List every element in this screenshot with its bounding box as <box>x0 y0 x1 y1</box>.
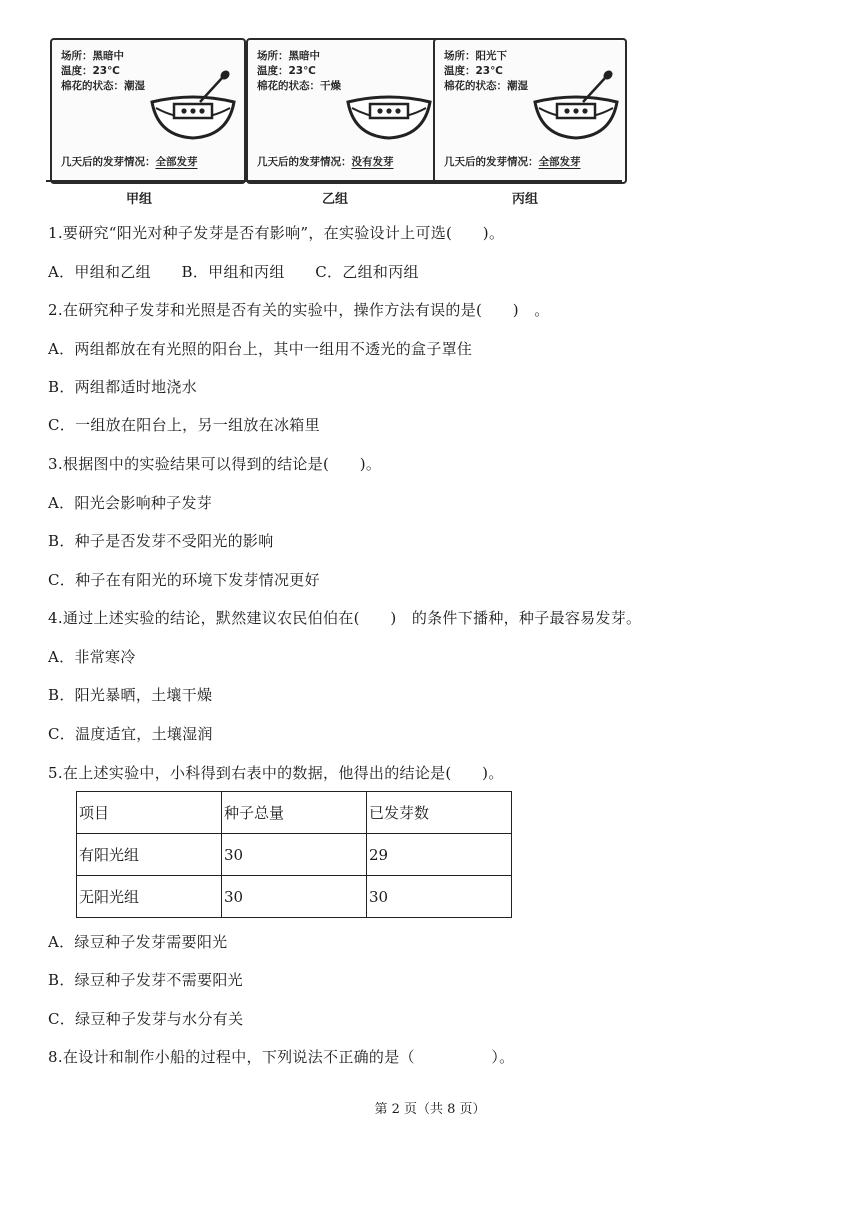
table-header-cell: 已发芽数 <box>367 792 512 834</box>
panel-group-yi <box>246 38 442 184</box>
group-label: 丙组 <box>512 192 539 207</box>
panel-result <box>444 154 581 169</box>
temp-label: 温度： <box>61 65 93 77</box>
question-4-option-a: A．非常寒冷 <box>48 648 136 666</box>
temp-value: 23℃ <box>288 65 316 77</box>
group-label: 乙组 <box>322 192 349 207</box>
temp-label: 温度： <box>444 65 476 77</box>
question-3-option-b: B．种子是否发芽不受阳光的影响 <box>48 532 274 550</box>
cotton-value: 潮湿 <box>124 80 145 92</box>
question-5-option-c: C．绿豆种子发芽与水分有关 <box>48 1010 244 1028</box>
result-value: 全部发芽 <box>538 156 581 168</box>
place-value: 阳光下 <box>475 50 507 62</box>
temp-value: 23℃ <box>475 65 503 77</box>
panel-group-jia <box>50 38 246 184</box>
question-8-stem: 8.在设计和制作小船的过程中，下列说法不正确的是（ ）。 <box>48 1048 515 1066</box>
panel-result <box>61 154 198 169</box>
question-4-option-b: B．阳光暴晒，土壤干燥 <box>48 686 213 704</box>
table-cell: 无阳光组 <box>77 876 222 918</box>
panel-info <box>61 49 145 94</box>
question-2-stem: 2.在研究种子发芽和光照是否有关的实验中，操作方法有误的是( ) 。 <box>48 301 550 319</box>
cotton-label: 棉花的状态： <box>61 80 124 92</box>
panel-group-bing <box>433 38 627 184</box>
question-3-option-a: A．阳光会影响种子发芽 <box>48 494 213 512</box>
cotton-value: 干燥 <box>320 80 341 92</box>
place-label: 场所： <box>444 50 476 62</box>
bowl-dropper-icon <box>148 68 238 144</box>
table-cell: 有阳光组 <box>77 834 222 876</box>
place-value: 黑暗中 <box>92 50 124 62</box>
table-row <box>77 876 512 918</box>
figure-baseline <box>46 180 622 182</box>
table-cell: 30 <box>367 876 512 918</box>
question-4-option-c: C．温度适宜，土壤湿润 <box>48 725 213 743</box>
bowl-dropper-icon <box>531 68 621 144</box>
result-value: 全部发芽 <box>155 156 198 168</box>
table-header-cell: 种子总量 <box>222 792 367 834</box>
panel-result <box>257 154 394 169</box>
place-value: 黑暗中 <box>288 50 320 62</box>
place-label: 场所： <box>61 50 93 62</box>
table-header-row <box>77 792 512 834</box>
result-label: 几天后的发芽情况： <box>61 156 156 168</box>
question-5-option-b: B．绿豆种子发芽不需要阳光 <box>48 971 243 989</box>
question-5-option-a: A．绿豆种子发芽需要阳光 <box>48 933 228 951</box>
panel-info <box>444 49 528 94</box>
question-1-stem: 1.要研究“阳光对种子发芽是否有影响”，在实验设计上可选( )。 <box>48 224 505 242</box>
question-2-option-c: C．一组放在阳台上，另一组放在冰箱里 <box>48 416 320 434</box>
page-footer: 第 2 页（共 8 页） <box>374 1102 486 1117</box>
group-label: 甲组 <box>126 192 153 207</box>
germination-table <box>76 791 512 918</box>
result-label: 几天后的发芽情况： <box>257 156 352 168</box>
panel-info <box>257 49 341 94</box>
result-value: 没有发芽 <box>351 156 394 168</box>
cotton-label: 棉花的状态： <box>257 80 320 92</box>
question-4-stem: 4.通过上述实验的结论，默然建议农民伯伯在( ) 的条件下播种，种子最容易发芽。 <box>48 609 642 627</box>
table-header-cell: 项目 <box>77 792 222 834</box>
bowl-dropper-icon <box>344 68 434 144</box>
question-3-stem: 3.根据图中的实验结果可以得到的结论是( )。 <box>48 455 382 473</box>
question-5-stem: 5.在上述实验中，小科得到右表中的数据，他得出的结论是( )。 <box>48 764 504 782</box>
cotton-label: 棉花的状态： <box>444 80 507 92</box>
table-cell: 29 <box>367 834 512 876</box>
temp-value: 23℃ <box>92 65 120 77</box>
question-2-option-a: A．两组都放在有光照的阳台上，其中一组用不透光的盒子罩住 <box>48 340 473 358</box>
cotton-value: 潮湿 <box>507 80 528 92</box>
question-1-options: A．甲组和乙组 B．甲组和丙组 C．乙组和丙组 <box>48 263 419 281</box>
place-label: 场所： <box>257 50 289 62</box>
table-cell: 30 <box>222 876 367 918</box>
table-row <box>77 834 512 876</box>
result-label: 几天后的发芽情况： <box>444 156 539 168</box>
temp-label: 温度： <box>257 65 289 77</box>
question-2-option-b: B．两组都适时地浇水 <box>48 378 198 396</box>
table-cell: 30 <box>222 834 367 876</box>
experiment-figure <box>46 36 626 208</box>
question-3-option-c: C．种子在有阳光的环境下发芽情况更好 <box>48 571 320 589</box>
